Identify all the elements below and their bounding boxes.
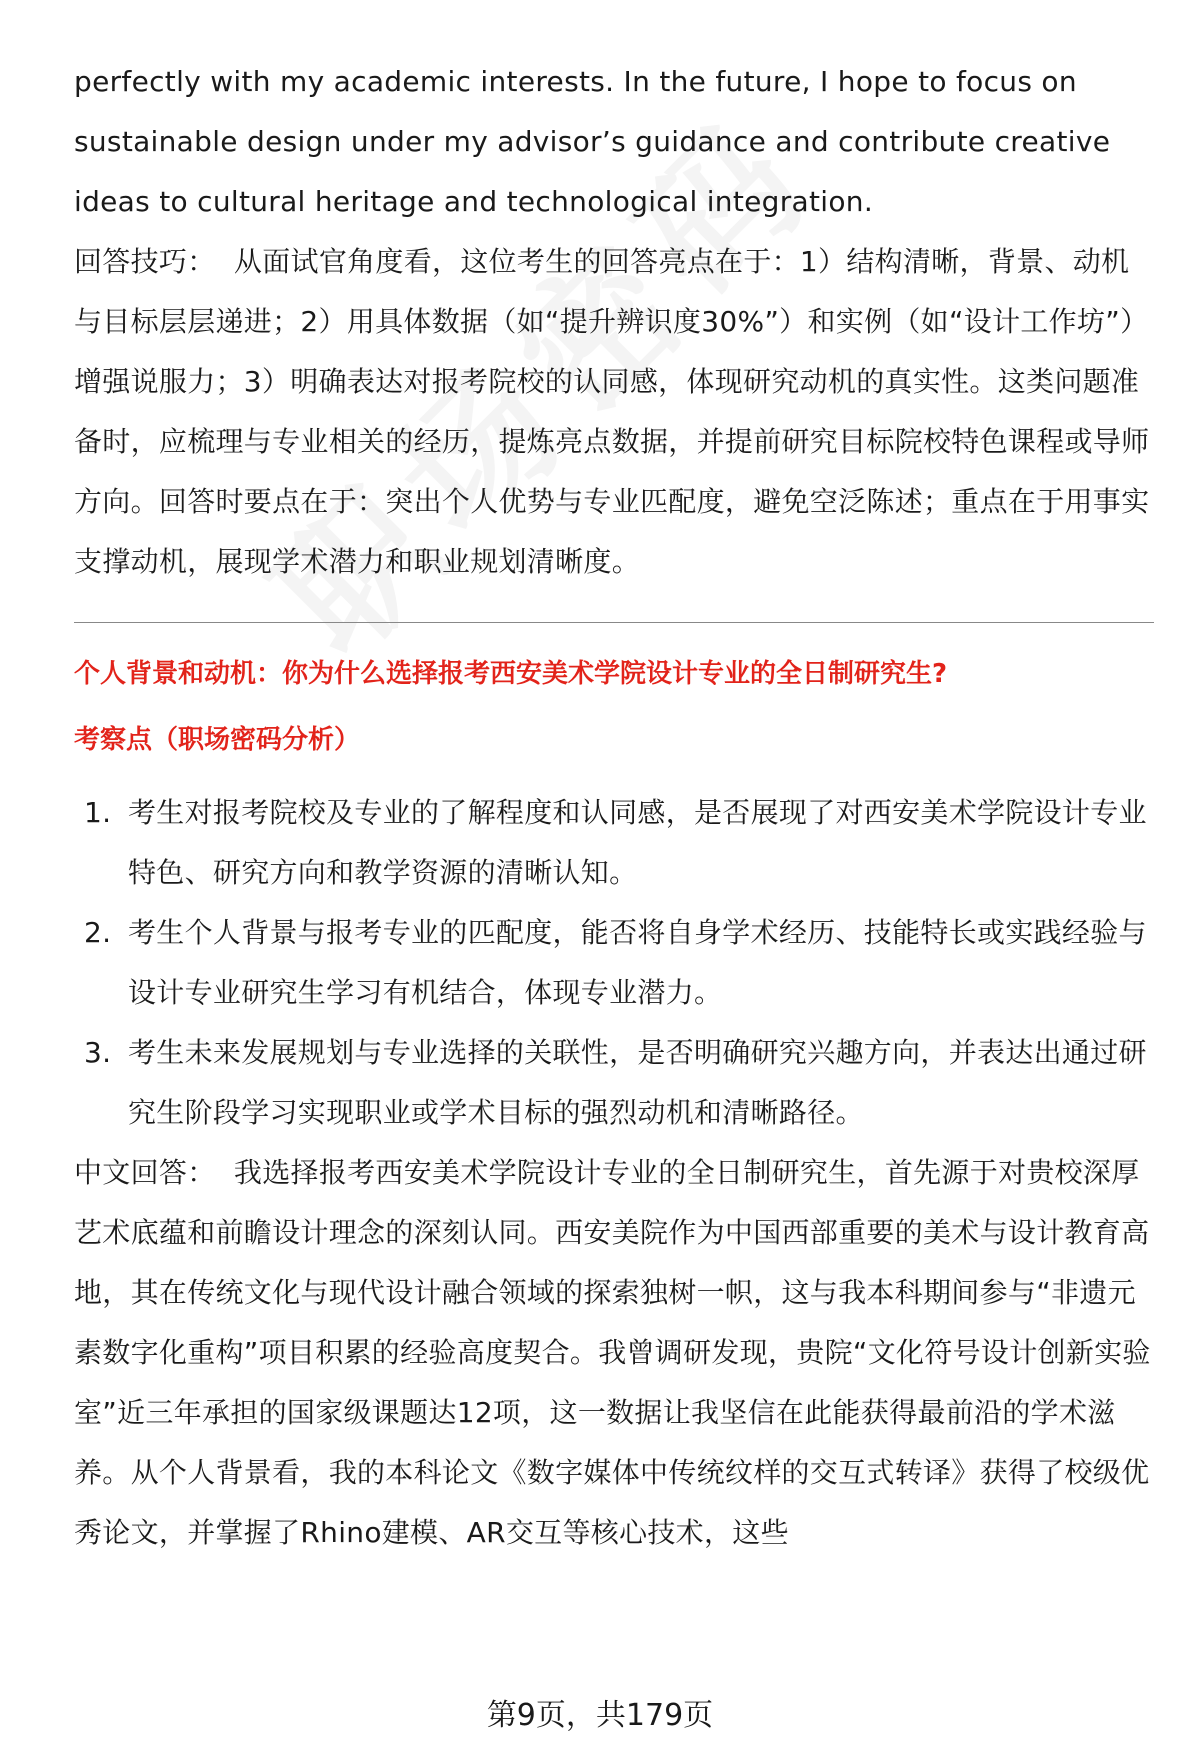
- list-item-number: 2.: [84, 916, 112, 949]
- list-item: [74, 783, 1154, 903]
- list-item-number: 3.: [84, 1036, 112, 1069]
- page-footer: 第9页，共179页: [486, 1698, 714, 1733]
- list-item: [74, 903, 1154, 1023]
- tips-paragraph: [74, 232, 1154, 592]
- exam-points-list: [74, 783, 1154, 1143]
- list-item-text: 考生个人背景与报考专业的匹配度，能否将自身学术经历、技能特长或实践经验与设计专业研究生学习有机结合，体现专业潜力。: [128, 916, 1147, 1009]
- tips-text: 从面试官角度看，这位考生的回答亮点在于：1）结构清晰，背景、动机与目标层层递进；2）用具体数据（如“提升辨识度30%”）和实例（如“设计工作坊”）增强说服力；3）明确表达对报考院校的认同感，体现研究动机的真实性。这类问题准备时，应梳理与专业相关的经历，提炼亮点数据，并提前研究目标院校特色课程或导师方向。回答时要点在于：突出个人优势与专业匹配度，避免空泛陈述；重点在于用事实支撑动机，展现学术潜力和职业规划清晰度。: [74, 245, 1150, 578]
- intro-paragraph: perfectly with my academic interests. In the future, I hope to focus on sustainable design under my advisor’s guidance and contribute creative ideas to cultural heritage and technological integration.: [74, 65, 1111, 218]
- list-item: [74, 1023, 1154, 1143]
- list-item-text: 考生未来发展规划与专业选择的关联性，是否明确研究兴趣方向，并表达出通过研究生阶段学习实现职业或学术目标的强烈动机和清晰路径。: [128, 1036, 1147, 1129]
- exam-points-heading: 考察点（职场密码分析）: [74, 725, 361, 755]
- document-body: [74, 52, 1154, 1563]
- answer-label: 中文回答：: [74, 1156, 216, 1189]
- list-item-text: 考生对报考院校及专业的了解程度和认同感，是否展现了对西安美术学院设计专业特色、研究方向和教学资源的清晰认知。: [128, 796, 1147, 889]
- list-item-number: 1.: [84, 796, 112, 829]
- question-heading: 个人背景和动机：你为什么选择报考西安美术学院设计专业的全日制研究生?: [74, 659, 948, 689]
- tips-label: 回答技巧：: [74, 245, 216, 278]
- answer-paragraph: [74, 1143, 1154, 1563]
- answer-text: 我选择报考西安美术学院设计专业的全日制研究生，首先源于对贵校深厚艺术底蕴和前瞻设计理念的深刻认同。西安美院作为中国西部重要的美术与设计教育高地，其在传统文化与现代设计融合领域的探索独树一帜，这与我本科期间参与“非遗元素数字化重构”项目积累的经验高度契合。我曾调研发现，贵院“文化符号设计创新实验室”近三年承担的国家级课题达12项，这一数据让我坚信在此能获得最前沿的学术滋养。从个人背景看，我的本科论文《数字媒体中传统纹样的交互式转译》获得了校级优秀论文，并掌握了Rhino建模、AR交互等核心技术，这些: [74, 1156, 1151, 1549]
- section-divider: [74, 622, 1154, 623]
